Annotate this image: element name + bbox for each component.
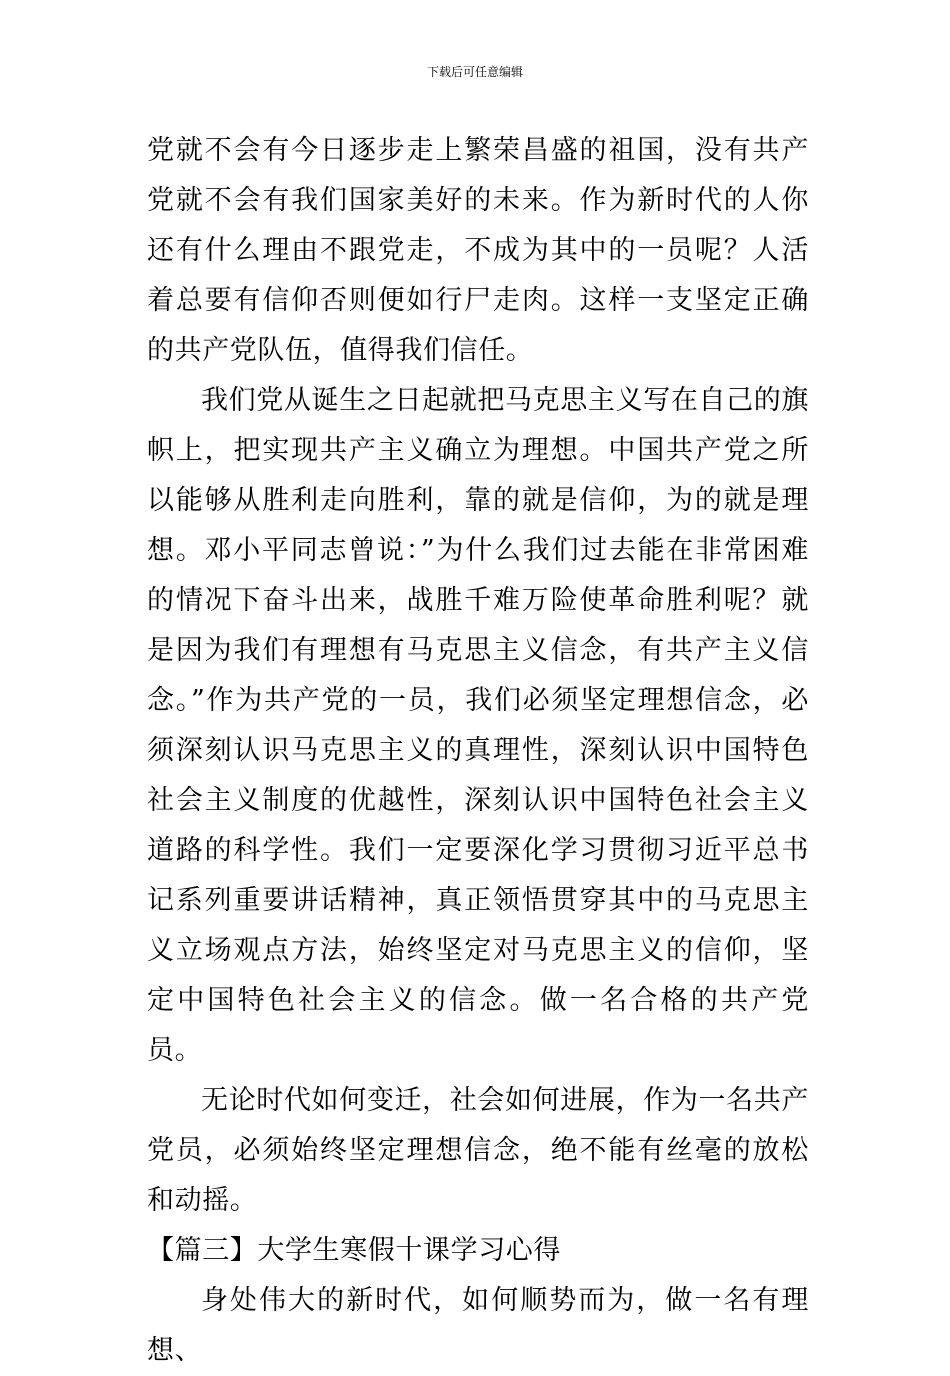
paragraph-conclusion: 无论时代如何变迁，社会如何进展，作为一名共产党员，必须始终坚定理想信念，绝不能有丝毫的放松和动摇。 — [147, 1085, 809, 1216]
paragraph-new-era: 身处伟大的新时代，如何顺势而为，做一名有理想、 — [147, 1285, 809, 1366]
section-heading: 【篇三】大学生寒假十课学习心得 — [147, 1235, 561, 1266]
document-body — [147, 126, 809, 1376]
paragraph-continuation: 党就不会有今日逐步走上繁荣昌盛的祖国，没有共产党就不会有我们国家美好的未来。作为新时代的人你还有什么理由不跟党走，不成为其中的一员呢？人活着总要有信仰否则便如行尸走肉。这样一支坚定正确的共产党队伍，值得我们信任。 — [147, 135, 809, 366]
paragraph-ideals: 我们党从诞生之日起就把马克思主义写在自己的旗帜上，把实现共产主义确立为理想。中国共产党之所以能够从胜利走向胜利，靠的就是信仰，为的就是理想。邓小平同志曾说：”为什么我们过去能在非常困难的情况下奋斗出来，战胜千难万险使革命胜利呢？就是因为我们有理想有马克思主义信念，有共产主义信念。”作为共产党的一员，我们必须坚定理想信念，必须深刻认识马克思主义的真理性，深刻认识中国特色社会主义制度的优越性，深刻认识中国特色社会主义道路的科学性。我们一定要深化学习贯彻习近平总书记系列重要讲话精神，真正领悟贯穿其中的马克思主义立场观点方法，始终坚定对马克思主义的信仰，坚定中国特色社会主义的信念。做一名合格的共产党员。 — [147, 385, 809, 1066]
page-header: 下载后可任意编辑 — [426, 65, 523, 79]
